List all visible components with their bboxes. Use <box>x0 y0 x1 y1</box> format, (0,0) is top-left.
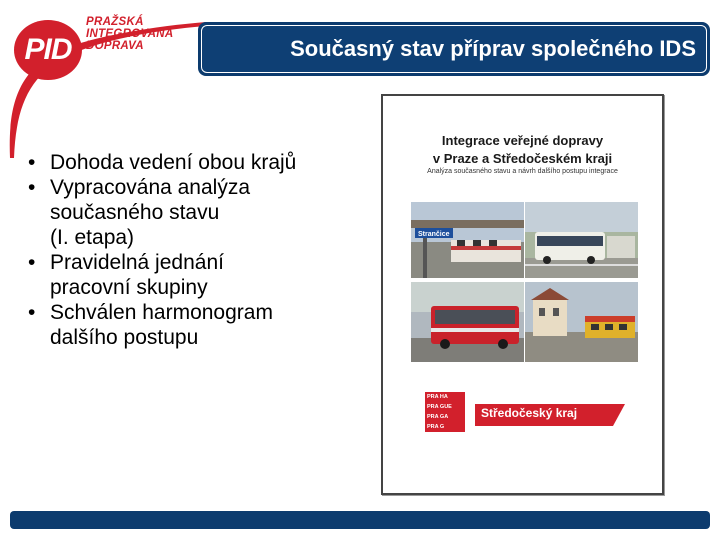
station-sign-text: Strančice <box>418 231 450 238</box>
bullet-line: • Pravidelná jednání <box>50 251 224 274</box>
footer-bar <box>10 511 710 529</box>
report-title-line: Integrace veřejné dopravy <box>441 133 604 148</box>
photo-city-bus <box>411 282 524 362</box>
bullet-item <box>28 300 368 350</box>
report-logos <box>425 392 635 436</box>
bullet-item <box>28 175 368 250</box>
report-title <box>383 132 662 168</box>
report-subtitle: Analýza současného stavu a návrh dalšího postupu integrace <box>427 168 618 175</box>
logo-line: INTEGROVANÁ <box>86 28 174 40</box>
station-photo-image <box>411 202 524 278</box>
logo-wordmark <box>86 16 173 52</box>
report-title-line: v Praze a Středočeském kraji <box>432 151 613 166</box>
logo-line: PRAŽSKÁ <box>86 16 144 28</box>
photo-bus-stop <box>525 202 638 278</box>
bullet-item <box>28 250 368 300</box>
bullet-line: dalšího postupu <box>50 326 199 349</box>
photo-regional-train <box>525 282 638 362</box>
regional-train-photo-image <box>525 282 638 362</box>
city-bus-photo-image <box>411 282 524 362</box>
pid-logo <box>6 8 206 158</box>
praha-logo-line: PRA HA <box>427 394 448 400</box>
bus-stop-photo-image <box>525 202 638 278</box>
bullet-line: (I. etapa) <box>50 226 135 249</box>
bullet-item <box>28 150 368 175</box>
report-cover-thumbnail <box>381 94 664 495</box>
bullet-line: • Vypracována analýza <box>50 176 251 199</box>
slide-title: Současný stav příprav společného IDS <box>290 36 696 61</box>
bullet-list <box>28 150 368 350</box>
title-bar <box>198 22 710 76</box>
praha-logo-line: PRA GA <box>427 414 449 420</box>
logo-line: DOPRAVA <box>86 40 144 52</box>
praha-logo-line: PRA GUE <box>427 404 452 410</box>
region-label: Středočeský kraj <box>481 406 578 420</box>
photo-station <box>411 202 524 278</box>
bullet-line: • Dohoda vedení obou krajů <box>50 151 297 174</box>
bullet-line: • Schválen harmonogram <box>50 301 273 324</box>
bullet-line: současného stavu <box>50 201 220 224</box>
bullet-line: pracovní skupiny <box>50 276 208 299</box>
praha-logo <box>425 392 465 432</box>
pid-badge: PID <box>14 20 82 80</box>
praha-logo-line: PRA G <box>427 424 445 430</box>
